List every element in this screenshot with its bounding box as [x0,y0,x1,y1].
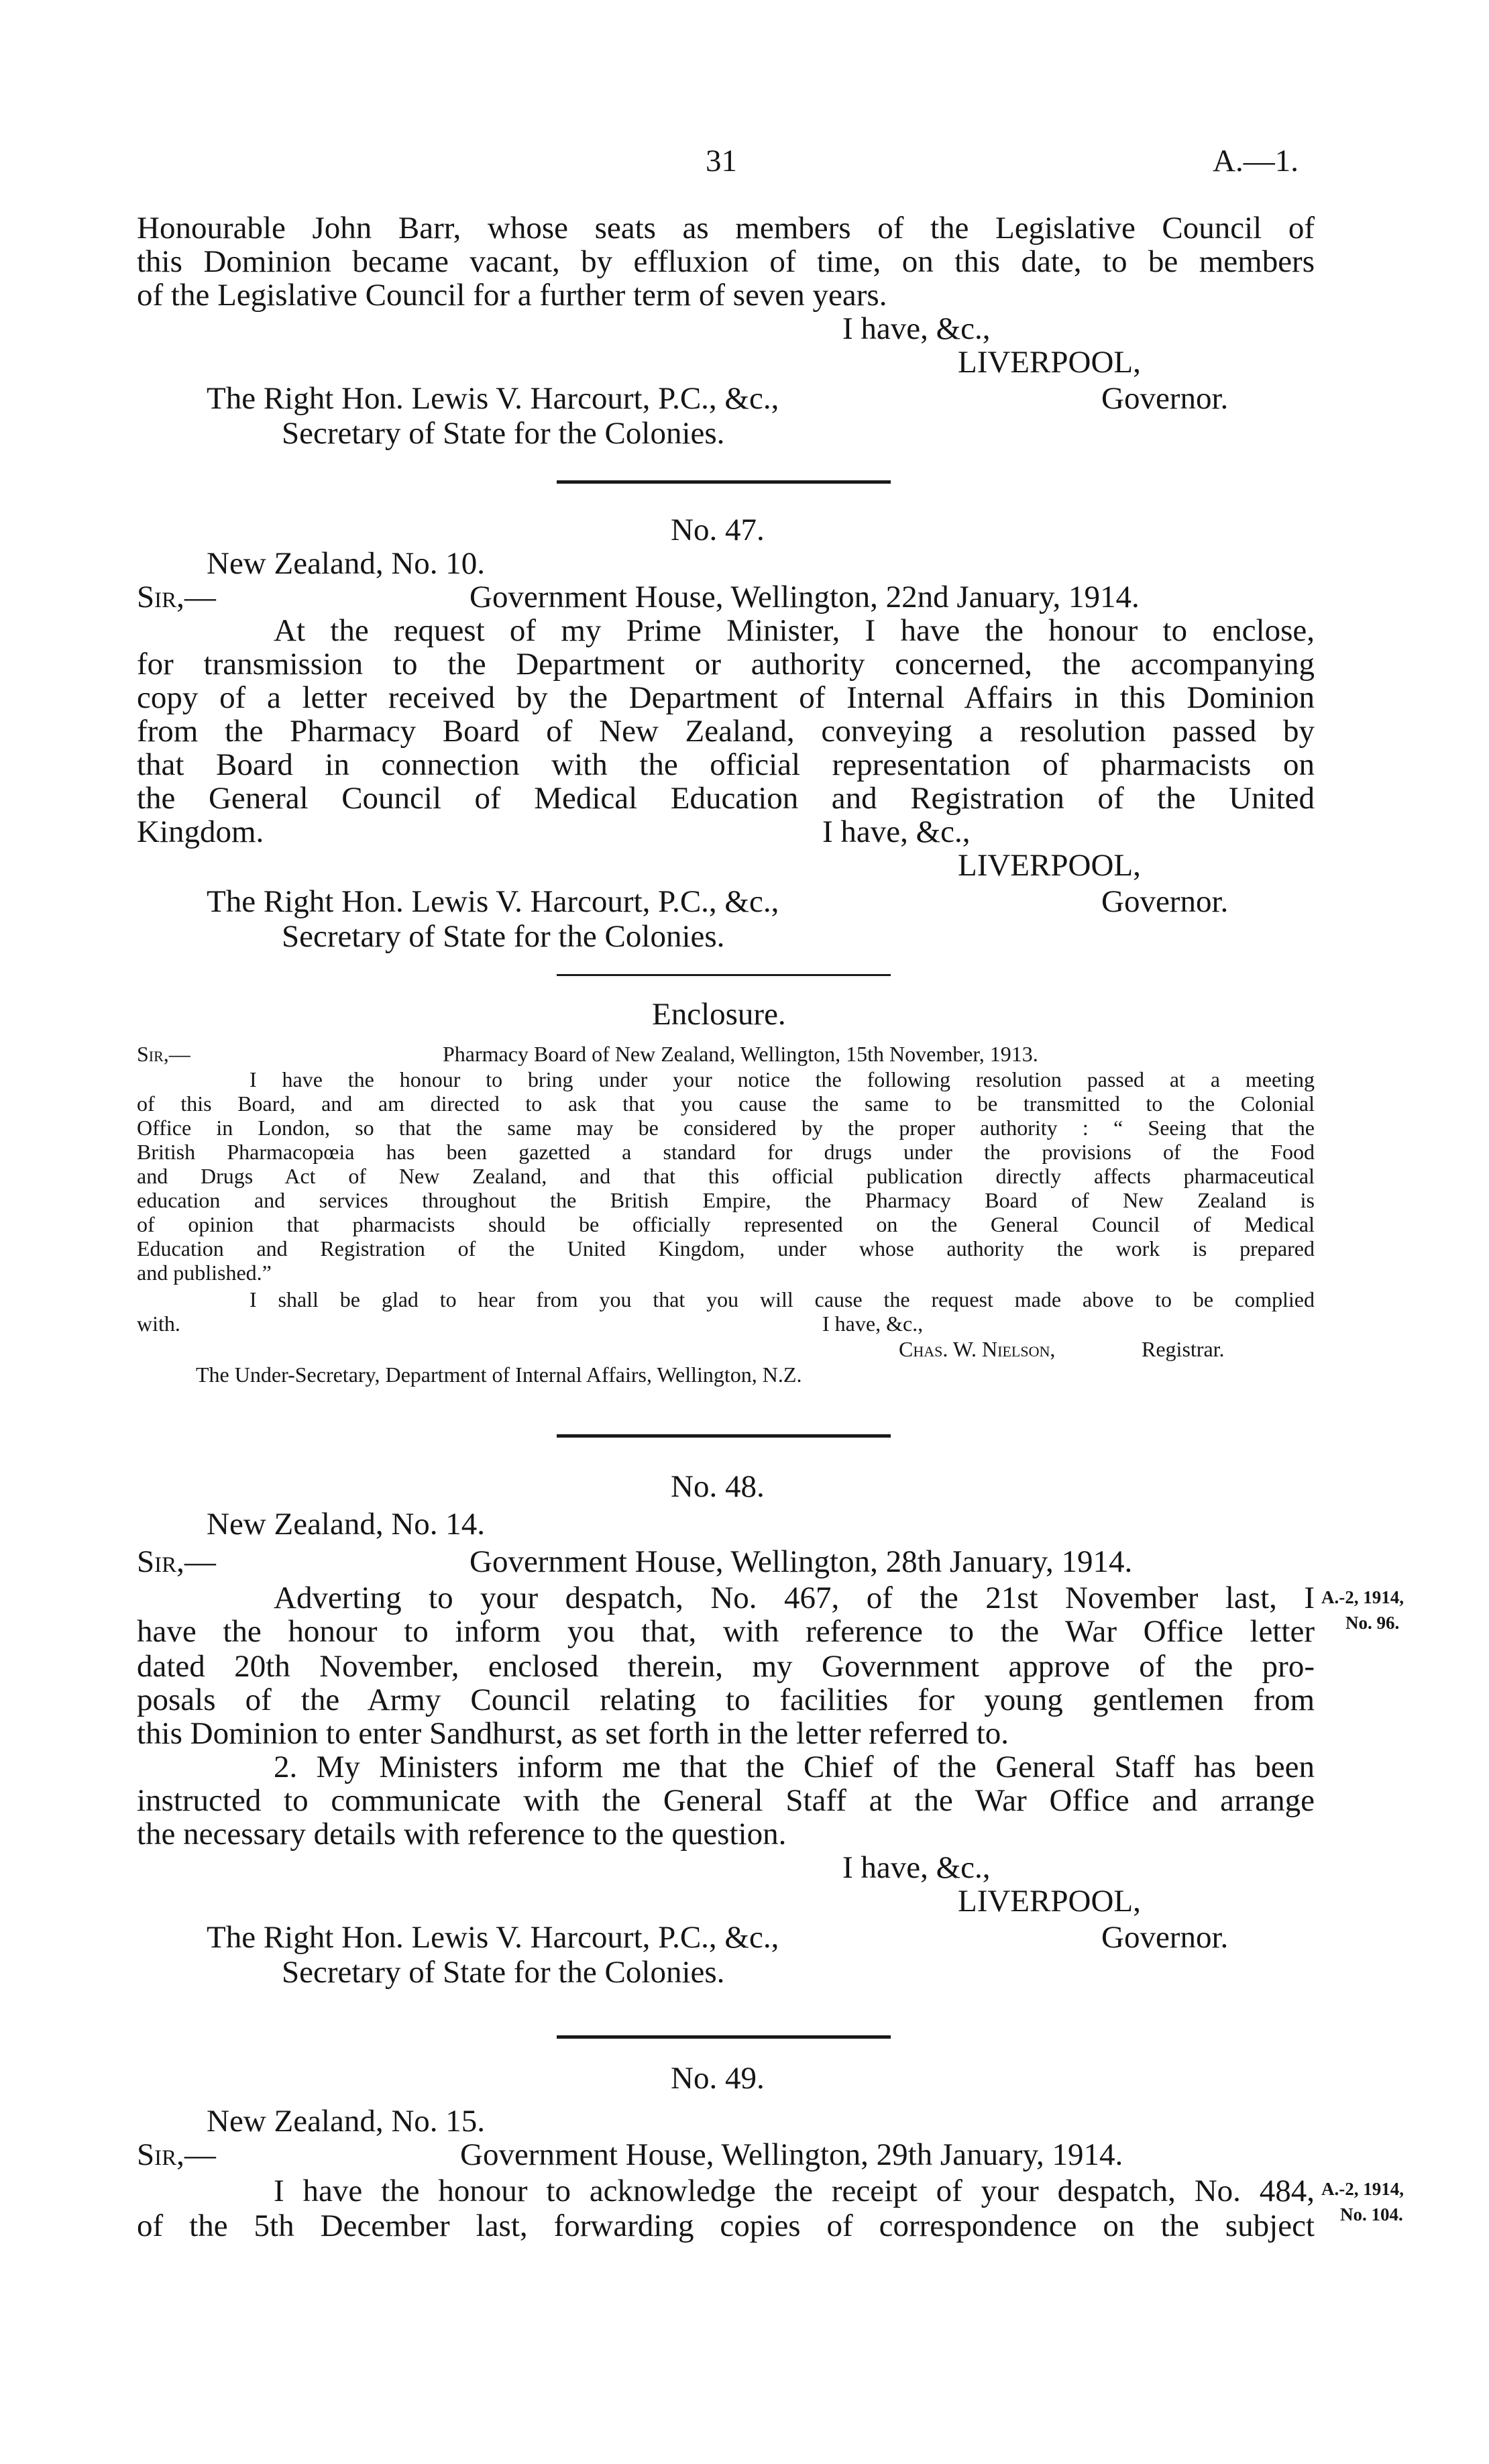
despatch-reference: New Zealand, No. 15. [207,2104,486,2139]
paper-reference: A.—1. [1213,144,1299,178]
signatory-title: Registrar. [1142,1337,1225,1361]
sign-off: I have, &c., [842,311,991,346]
margin-reference: A.-2, 1914, [1321,1587,1404,1607]
section-divider [557,974,891,976]
addressee: The Right Hon. Lewis V. Harcourt, P.C., &c., [207,381,779,416]
signatory: Chas. W. Nielson, [899,1337,1056,1361]
text-line: and Drugs Act of New Zealand, and that this official publication directly affects pharmaceutical [137,1164,1315,1188]
text-line: the General Council of Medical Education and Registration of the United [137,781,1315,816]
section-divider [557,2035,891,2039]
text-line: copy of a letter received by the Department of Internal Affairs in this Dominion [137,680,1315,715]
text-line: Adverting to your despatch, No. 467, of the 21st November last, I [274,1581,1315,1615]
addressee: The Right Hon. Lewis V. Harcourt, P.C., &c., [207,1920,779,1955]
text-line: Office in London, so that the same may be considered by the proper authority : “ Seeing that the [137,1116,1315,1140]
place-date: Government House, Wellington, 22nd January, 1914. [470,580,1140,614]
text-line: education and services throughout the British Empire, the Pharmacy Board of New Zealand is [137,1188,1315,1212]
text-line: instructed to communicate with the General Staff at the War Office and arrange [137,1783,1315,1818]
margin-reference: No. 104. [1340,2204,1403,2225]
signatory: LIVERPOOL, [958,1884,1141,1919]
margin-reference: A.-2, 1914, [1321,2179,1404,2199]
enclosure-heading: Enclosure. [652,997,786,1032]
text-line: Education and Registration of the United Kingdom, under whose authority the work is prepared [137,1236,1315,1261]
place-date: Pharmacy Board of New Zealand, Wellington, 15th November, 1913. [443,1042,1038,1066]
text-line: and published.” [137,1261,272,1285]
page-number: 31 [706,144,737,178]
text-line: British Pharmacopœia has been gazetted a standard for drugs under the provisions of the Food [137,1140,1315,1164]
text-line: have the honour to inform you that, with reference to the War Office letter [137,1614,1315,1649]
text-line: I have the honour to bring under your notice the following resolution passed at a meeting [250,1067,1315,1091]
text-line: posals of the Army Council relating to facilities for young gentlemen from [137,1682,1315,1717]
signatory: LIVERPOOL, [958,848,1141,883]
despatch-number: No. 47. [671,513,765,547]
signatory-title: Governor. [1101,1920,1229,1955]
sign-off: I have, &c., [842,1850,991,1885]
addressee: The Under-Secretary, Department of Internal Affairs, Wellington, N.Z. [196,1362,802,1387]
salutation: Sir,— [137,580,216,614]
text-line: with. [137,1311,180,1336]
text-line: I shall be glad to hear from you that you will cause the request made above to be complied [250,1287,1315,1311]
text-line: of the 5th December last, forwarding copies of correspondence on the subject [137,2208,1315,2243]
text-line: Kingdom. [137,814,264,849]
text-line: dated 20th November, enclosed therein, my Government approve of the pro- [137,1649,1315,1684]
text-line: of the Legislative Council for a further term of seven years. [137,278,887,313]
despatch-number: No. 48. [671,1469,765,1504]
text-line: Honourable John Barr, whose seats as members of the Legislative Council of [137,211,1315,246]
section-divider [557,1434,891,1438]
section-divider [557,480,891,484]
sign-off: I have, &c., [822,814,971,849]
text-line: of opinion that pharmacists should be officially represented on the General Council of Medical [137,1212,1315,1236]
text-line: this Dominion became vacant, by effluxion of time, on this date, to be members [137,244,1315,279]
signatory-title: Governor. [1101,884,1229,919]
signatory-title: Governor. [1101,381,1229,416]
place-date: Government House, Wellington, 29th January, 1914. [460,2137,1123,2172]
salutation: Sir,— [137,2137,216,2172]
text-line: 2. My Ministers inform me that the Chief of the General Staff has been [274,1750,1315,1784]
text-line: from the Pharmacy Board of New Zealand, conveying a resolution passed by [137,714,1315,749]
despatch-number: No. 49. [671,2061,765,2096]
addressee-title: Secretary of State for the Colonies. [282,1955,725,1990]
addressee-title: Secretary of State for the Colonies. [282,919,725,954]
margin-reference: No. 96. [1345,1613,1400,1633]
text-line: the necessary details with reference to the question. [137,1817,787,1852]
text-line: I have the honour to acknowledge the receipt of your despatch, No. 484, [274,2174,1315,2208]
text-line: for transmission to the Department or authority concerned, the accompanying [137,647,1315,682]
signatory: LIVERPOOL, [958,345,1141,380]
text-line: At the request of my Prime Minister, I have the honour to enclose, [274,613,1315,648]
addressee-title: Secretary of State for the Colonies. [282,416,725,451]
sign-off: I have, &c., [822,1311,924,1336]
despatch-reference: New Zealand, No. 10. [207,546,486,581]
addressee: The Right Hon. Lewis V. Harcourt, P.C., &c., [207,884,779,919]
text-line: of this Board, and am directed to ask that you cause the same to be transmitted to the Colonial [137,1091,1315,1116]
despatch-reference: New Zealand, No. 14. [207,1507,486,1542]
salutation: Sir,— [137,1544,216,1579]
text-line: this Dominion to enter Sandhurst, as set forth in the letter referred to. [137,1716,1009,1751]
place-date: Government House, Wellington, 28th January, 1914. [470,1544,1133,1579]
text-line: that Board in connection with the official representation of pharmacists on [137,747,1315,782]
salutation: Sir,— [137,1042,190,1066]
